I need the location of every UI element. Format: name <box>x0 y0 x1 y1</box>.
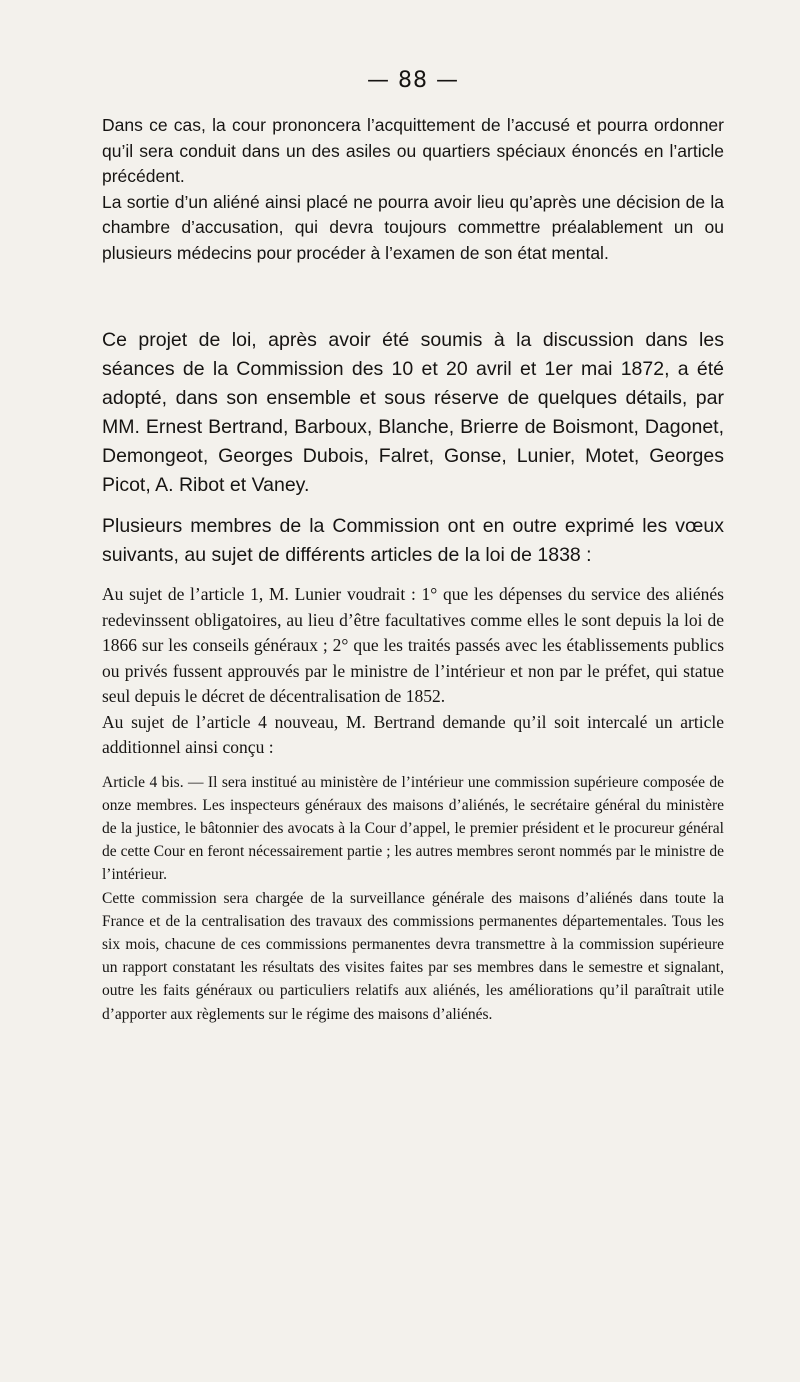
paragraph-release: La sortie d’un aliéné ainsi placé ne pourra avoir lieu qu’après une décision de la chambre d’accusation, qui devra toujours commettre préalablement un ou plusieurs médecins pour procéder à l’examen de son état mental. <box>102 191 724 263</box>
page-number: — 88 — <box>367 68 459 93</box>
document-page <box>102 68 724 1026</box>
paragraph-gap <box>102 570 724 582</box>
section-gap <box>102 266 724 326</box>
paragraph-wishes: Plusieurs membres de la Commission ont en outre exprimé les vœux suivants, au sujet de différents articles de la loi de 1838 : <box>102 515 724 566</box>
paragraph-article-1: Au sujet de l’article 1, M. Lunier voudrait : 1° que les dépenses du service des aliénés redevinssent obligatoires, au lieu d’être facultatives comme elles le sont depuis la loi de 1866 sur les conseils généraux ; 2° que les traités passés avec les établissements publics ou privés fussent approuvés par le ministre de l’intérieur et non par le préfet, qui statue seul depuis le décret de décentralisation de 1852. <box>102 584 724 706</box>
paragraph-article-4-bis: Article 4 bis. — Il sera institué au ministère de l’intérieur une commission supérieure composée de onze membres. Les inspecteurs généraux des maisons d’aliénés, le secrétaire général du ministère de la justice, le bâtonnier des avocats à la Cour d’appel, le premier président et le procureur général de cette Cour en feront nécessairement partie ; les autres membres seront nommés par le ministre de l’intérieur. <box>102 773 724 884</box>
paragraph-adoption: Ce projet de loi, après avoir été soumis à la discussion dans les séances de la Commission des 10 et 20 avril et 1er mai 1872, a été adopté, dans son ensemble et sous réserve de quelques détails, par MM. Ernest Bertrand, Barboux, Blanche, Brierre de Boismont, Dagonet, Demongeot, Georges Dubois, Falret, Gonse, Lunier, Motet, Georges Picot, A. Ribot et Vaney. <box>102 329 724 496</box>
paragraph-commission-duties: Cette commission sera chargée de la surveillance générale des maisons d’aliénés dans toute la France et de la centralisation des travaux des commissions permanentes départementales. Tous les six mois, chacune de ces commissions permanentes devra transmettre à la commission supérieure un rapport constatant les résultats des visites faites par ses membres dans le semestre et signalant, outre les faits généraux ou particuliers relatifs aux aliénés, les améliorations qu’il paraîtrait utile d’apporter aux règlements sur le régime des maisons d’aliénés. <box>102 889 724 1023</box>
paragraph-acquittal: Dans ce cas, la cour prononcera l’acquittement de l’accusé et pourra ordonner qu’il sera conduit dans un des asiles ou quartiers spéciaux énoncés en l’article précédent. <box>102 115 724 186</box>
paragraph-article-4: Au sujet de l’article 4 nouveau, M. Bertrand demande qu’il soit intercalé un article additionnel ainsi conçu : <box>102 711 724 757</box>
paragraph-gap <box>102 761 724 771</box>
paragraph-gap <box>102 500 724 512</box>
